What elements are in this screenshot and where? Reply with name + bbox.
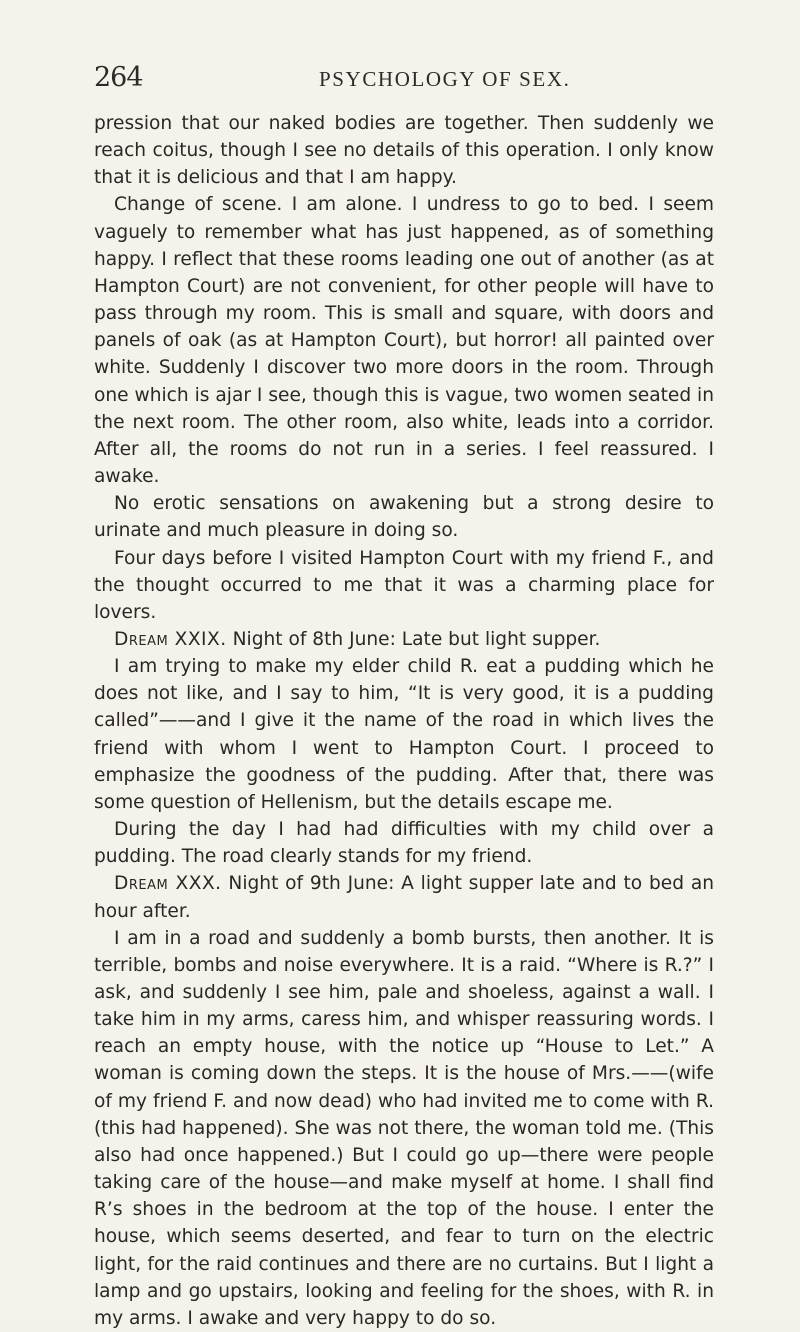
dream-label: Dream XXX.	[114, 873, 222, 895]
body-text	[94, 110, 714, 1332]
dream-label: Dream XXIX.	[114, 628, 227, 650]
paragraph-no-erotic-sensations: No erotic sensations on awakening but a strong desire to urinate and much pleasure in doing so.	[94, 493, 714, 542]
paragraph-pudding: I am trying to make my elder child R. eat a pudding which he does not like, and I say to him, “It is very good, it is a pudding called”——and I give it the name of the road in which lives the friend with whom I went to Hampton Court. I proceed to emphasize the goodness of the pudding. After that, there was some question of Hellenism, but the details escape me.	[94, 656, 714, 813]
running-head	[94, 62, 714, 102]
paragraph-change-of-scene: Change of scene. I am alone. I undress to go to bed. I seem vaguely to remember what has just happened, as of something happy. I reflect that these rooms leading one out of another (as at Hampton Court) are not convenient, for other people will have to pass through my room. This is small and square, with doors and panels of oak (as at Hampton Court), but horror! all painted over white. Suddenly I discover two more doors in the room. Through one which is ajar I see, though this is vague, two women seated in the next room. The other room, also white, leads into a corridor. After all, the rooms do not run in a series. I feel reassured. I awake.	[94, 194, 714, 488]
paragraph-continuation: pression that our naked bodies are together. Then suddenly we reach coitus, though I see no details of this operation. I only know that it is delicious and that I am happy.	[94, 113, 714, 189]
paragraph-bomb-raid: I am in a road and suddenly a bomb bursts, then another. It is terrible, bombs and noise everywhere. It is a raid. “Where is R.?” I ask, and suddenly I see him, pale and shoeless, against a wall. I take him in my arms, caress him, and whisper reassuring words. I reach an empty house, with the notice up “House to Let.” A woman is coming down the steps. It is the house of Mrs.——(wife of my friend F. and now dead) who had invited me to come with R. (this had happened). She was not there, the woman told me. (This also had once happened.) But I could go up—there were people taking care of the house—and make myself at home. I shall find R’s shoes in the bedroom at the top of the house. I enter the house, which seems deserted, and fear to turn on the electric light, for the raid continues and there are no curtains. But I light a lamp and go upstairs, looking and feeling for the shoes, with R. in my arms. I awake and very happy to do so.	[94, 927, 714, 1329]
paragraph-during-the-day: During the day I had had difficulties with my child over a pudding. The road clearly stands for my friend.	[94, 819, 714, 868]
dream-heading-xxix: Dream XXIX. Night of 8th June: Late but light supper.	[114, 628, 601, 650]
running-title: PSYCHOLOGY OF SEX.	[319, 67, 571, 91]
page-number: 264	[94, 62, 143, 93]
dream-heading-xxx: Dream XXX. Night of 9th June: A light supper late and to bed an hour after.	[94, 873, 714, 922]
paragraph-four-days-before: Four days before I visited Hampton Court with my friend F., and the thought occurred to me that it was a charming place for lovers.	[94, 547, 714, 623]
